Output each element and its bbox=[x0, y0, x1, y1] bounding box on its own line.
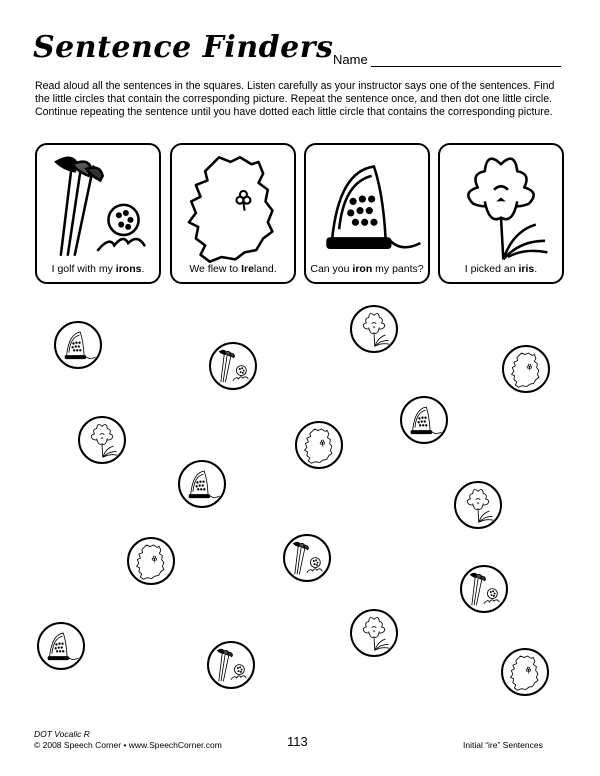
dot-circle[interactable] bbox=[207, 641, 255, 689]
clothes-iron-icon bbox=[42, 627, 80, 665]
ireland-map-icon bbox=[175, 148, 291, 264]
iris-flower-icon bbox=[443, 148, 559, 264]
name-line[interactable] bbox=[371, 54, 561, 67]
sentence-card bbox=[438, 143, 564, 284]
dot-circle[interactable] bbox=[400, 396, 448, 444]
ireland-map-icon bbox=[507, 350, 545, 388]
ireland-map-icon bbox=[300, 426, 338, 464]
dot-circle[interactable] bbox=[127, 537, 175, 585]
iris-flower-icon bbox=[355, 614, 393, 652]
worksheet-title: Sentence Finders bbox=[33, 30, 334, 65]
iris-flower-icon bbox=[459, 486, 497, 524]
golf-clubs-icon bbox=[40, 148, 156, 264]
dot-circle[interactable] bbox=[350, 305, 398, 353]
dot-circle[interactable] bbox=[178, 460, 226, 508]
dot-circle[interactable] bbox=[502, 345, 550, 393]
ireland-map-icon bbox=[506, 653, 544, 691]
footer-copyright: © 2008 Speech Corner • www.SpeechCorner.com bbox=[34, 740, 222, 750]
clothes-iron-icon bbox=[405, 401, 443, 439]
footer-topic: Initial “ire” Sentences bbox=[463, 740, 543, 750]
dot-circle[interactable] bbox=[283, 534, 331, 582]
footer-series: DOT Vocalic R bbox=[34, 729, 90, 739]
card-sentence: We flew to Ireland. bbox=[189, 263, 277, 275]
dot-circle[interactable] bbox=[501, 648, 549, 696]
clothes-iron-icon bbox=[183, 465, 221, 503]
dot-circle[interactable] bbox=[209, 342, 257, 390]
sentence-card bbox=[170, 143, 296, 284]
name-label: Name bbox=[333, 52, 368, 67]
clothes-iron-icon bbox=[59, 326, 97, 364]
ireland-map-icon bbox=[132, 542, 170, 580]
card-sentence: I picked an iris. bbox=[464, 263, 538, 275]
dot-circle[interactable] bbox=[295, 421, 343, 469]
dot-circle[interactable] bbox=[460, 565, 508, 613]
dot-circle[interactable] bbox=[350, 609, 398, 657]
dot-circle[interactable] bbox=[37, 622, 85, 670]
dot-circle[interactable] bbox=[54, 321, 102, 369]
clothes-iron-icon bbox=[309, 148, 425, 264]
instructions: Read aloud all the sentences in the squares. Listen carefully as your instructor says one of the sentences. Find the little circles that contain the corresponding picture. Repeat the sentence once, and then dot one little circle. Continue repeating the sentence until you have dotted each little circle that contains the corresponding picture. bbox=[35, 80, 555, 118]
footer-left bbox=[34, 729, 222, 751]
card-sentence: I golf with my irons. bbox=[51, 263, 145, 275]
golf-clubs-icon bbox=[212, 646, 250, 684]
name-field[interactable] bbox=[333, 52, 561, 67]
page-number: 113 bbox=[287, 734, 308, 749]
golf-clubs-icon bbox=[214, 347, 252, 385]
golf-clubs-icon bbox=[465, 570, 503, 608]
iris-flower-icon bbox=[355, 310, 393, 348]
sentence-card bbox=[304, 143, 430, 284]
dot-circle[interactable] bbox=[78, 416, 126, 464]
card-sentence: Can you iron my pants? bbox=[310, 263, 424, 275]
sentence-card bbox=[35, 143, 161, 284]
iris-flower-icon bbox=[83, 421, 121, 459]
dot-circle[interactable] bbox=[454, 481, 502, 529]
golf-clubs-icon bbox=[288, 539, 326, 577]
